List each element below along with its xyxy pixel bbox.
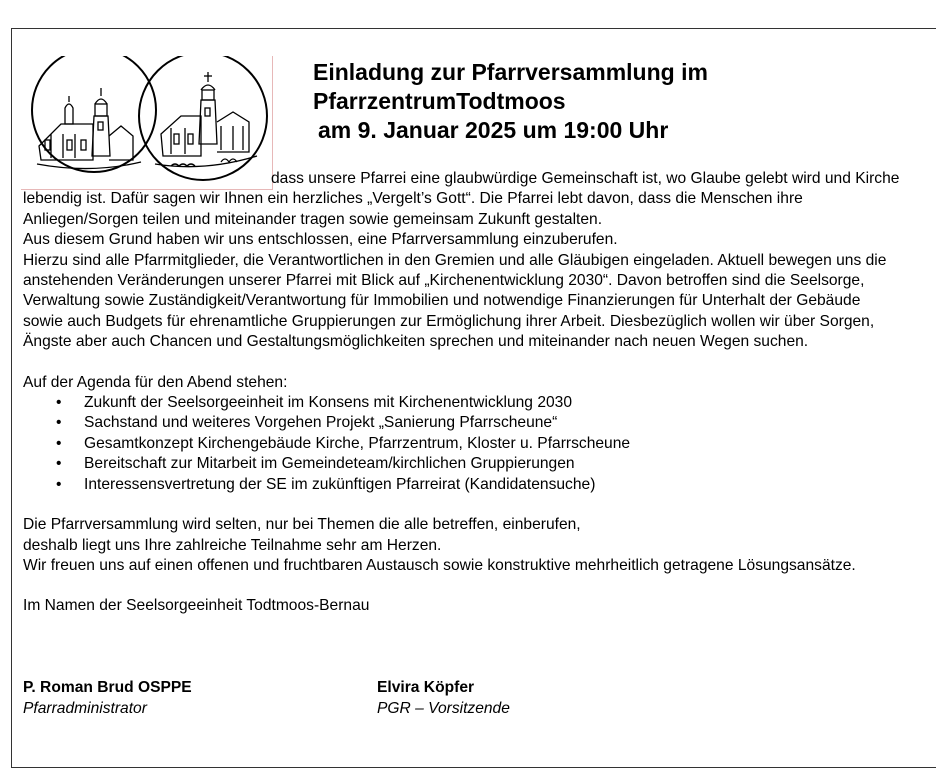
agenda-item: • Bereitschaft zur Mitarbeit im Gemeindeteam/kirchlichen Gruppierungen (23, 454, 903, 474)
signatory-name: Elvira Köpfer (377, 679, 475, 696)
title-line-2: PfarrzentrumTodtmoos (313, 88, 566, 114)
letter-body (23, 169, 903, 617)
spacer (23, 576, 903, 596)
closing-line-3: Wir freuen uns auf einen offenen und fruchtbaren Austausch sowie konstruktive mehrheitlich getragene Lösungsansätze. (23, 556, 856, 574)
signatory-role: PGR – Vorsitzende (377, 700, 510, 717)
title-line-1: Einladung zur Pfarrversammlung im (313, 59, 708, 85)
agenda-item: • Zukunft der Seelsorgeeinheit im Konsens mit Kirchenentwicklung 2030 (23, 393, 903, 413)
signatory-role: Pfarradministrator (23, 700, 147, 717)
decision-paragraph: Aus diesem Grund haben wir uns entschlossen, eine Pfarrversammlung einzuberufen. (23, 231, 618, 249)
invitation-title (313, 58, 708, 145)
on-behalf-line: Im Namen der Seelsorgeeinheit Todtmoos-Bernau (23, 597, 370, 615)
signatory-2 (377, 677, 510, 719)
spacer (23, 353, 903, 373)
agenda-item: • Interessensvertretung der SE im zukünftigen Pfarreirat (Kandidatensuche) (23, 475, 903, 495)
bullet-icon: • (56, 394, 62, 412)
intro-paragraph: dass unsere Pfarrei eine glaubwürdige Gemeinschaft ist, wo Glaube gelebt wird und Kirche lebendig ist. Dafür sagen wir Ihnen ein herzliches „Vergelt’s Gott“. Die Pfarrei lebt davon, dass die Menschen ihre Anliegen/Sorgen teilen und miteinander tragen sowie gemeinsam Zukunft gestalten. (23, 170, 900, 228)
agenda-heading: Auf der Agenda für den Abend stehen: (23, 373, 288, 391)
closing-line-2: deshalb liegt uns Ihre zahlreiche Teilnahme sehr am Herzen. (23, 536, 442, 554)
agenda-item: • Sachstand und weiteres Vorgehen Projekt „Sanierung Pfarrscheune“ (23, 413, 903, 433)
bullet-icon: • (56, 414, 62, 432)
closing-line-1: Die Pfarrversammlung wird selten, nur bei Themen die alle betreffen, einberufen, (23, 516, 581, 534)
bullet-icon: • (56, 434, 62, 452)
title-line-3: am 9. Januar 2025 um 19:00 Uhr (318, 117, 669, 143)
bullet-icon: • (56, 475, 62, 493)
invitation-paragraph: Hierzu sind alle Pfarrmitglieder, die Verantwortlichen in den Gremien und alle Gläubigen eingeladen. Aktuell bewegen uns die anstehenden Veränderungen unserer Pfarrei mit Blick auf „Kirchenentwicklung 2030“. Davon betroffen sind die Seelsorge, Verwaltung sowie Zuständigkeit/Verantwortung für Immobilien und notwendige Finanzierungen für Unterhalt der Gebäude sowie auch Budgets für ehrenamtliche Gruppierungen zur Ermöglichung ihrer Arbeit. Diesbezüglich wollen wir über Sorgen, Ängste aber auch Chancen und Gestaltungsmöglichkeiten sprechen und miteinander nach neuen Wegen suchen. (23, 251, 887, 351)
agenda-list (23, 393, 903, 495)
spacer (23, 495, 903, 515)
signatory-name: P. Roman Brud OSPPE (23, 679, 192, 696)
agenda-item: • Gesamtkonzept Kirchengebäude Kirche, Pfarrzentrum, Kloster u. Pfarrscheune (23, 434, 903, 454)
bullet-icon: • (56, 455, 62, 473)
signatory-1 (23, 677, 192, 719)
